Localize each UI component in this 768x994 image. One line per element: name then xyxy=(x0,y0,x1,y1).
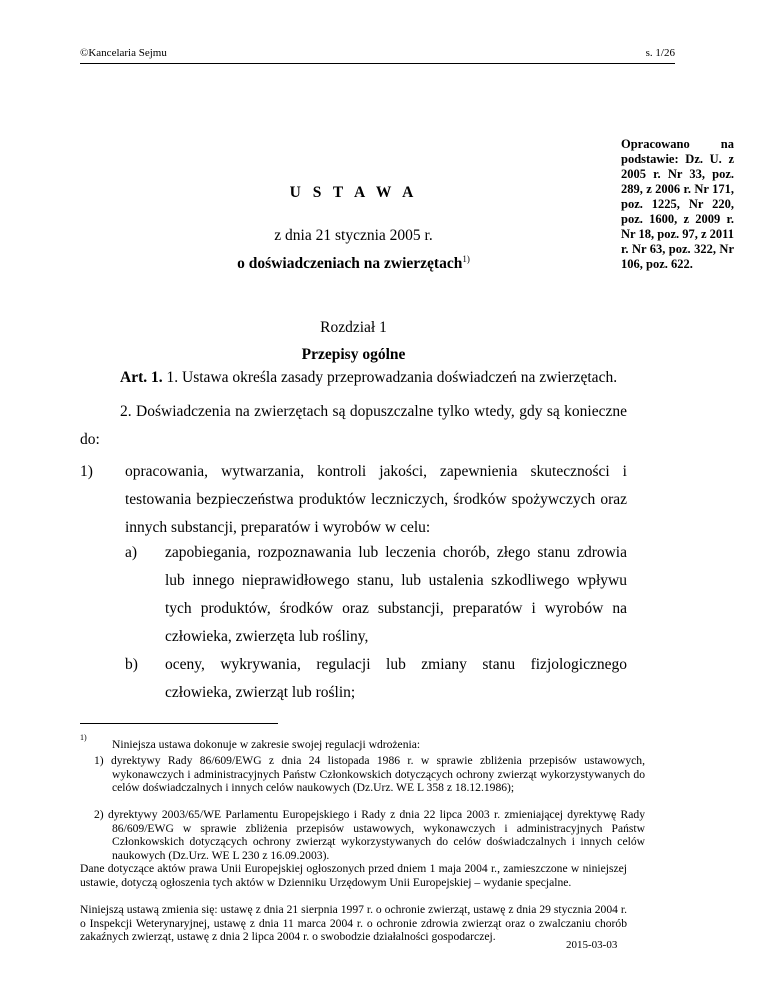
art1-label: Art. 1. xyxy=(120,369,163,386)
footnote-divider xyxy=(80,723,278,724)
footnote-item-2: 2) dyrektywy 2003/65/WE Parlamentu Europejskiego i Rady z dnia 22 lipca 2003 r. zmieniającej dyrektywę Rady 86/609/EWG w sprawie zbliżenia przepisów ustawowych, wykonawczych i administracyjnych Państw Członkowskich dotyczących ochrony zwierząt wykorzystywanych do celów doświadczalnych i innych celów naukowych (Dz.Urz. WE L 230 z 16.09.2003). xyxy=(94,808,645,862)
chapter-number: Rozdział 1 xyxy=(320,319,387,336)
footnote-intro: Niniejsza ustawa dokonuje w zakresie swojej regulacji wdrożenia: xyxy=(112,738,421,751)
page-number: s. 1/26 xyxy=(645,47,675,59)
header-source: ©Kancelaria Sejmu xyxy=(80,47,167,59)
art1-par1 xyxy=(120,364,627,392)
act-subject xyxy=(80,254,627,273)
item1b-text: oceny, wykrywania, regulacji lub zmiany stanu fizjologicznego człowieka, zwierząt lub roślin; xyxy=(165,656,627,701)
item1a-text: zapobiegania, rozpoznawania lub leczenia chorób, złego stanu zdrowia lub innego nieprawidłowego stanu, lub ustalenia szkodliwego wpływu tych produktów, środków oraz substancji, preparatów i wyrobów na człowieka, zwierzęta lub rośliny, xyxy=(165,544,627,645)
footnote-ref[interactable]: 1) xyxy=(462,254,470,264)
item1-number: 1) xyxy=(80,463,93,480)
act-date: z dnia 21 stycznia 2005 r. xyxy=(274,227,433,244)
chapter-name: Przepisy ogólne xyxy=(301,346,406,363)
art1-par1-text: 1. Ustawa określa zasady przeprowadzania doświadczeń na zwierzętach. xyxy=(162,369,618,386)
footnote-paragraph-2: Niniejszą ustawą zmienia się: ustawę z dnia 21 sierpnia 1997 r. o ochronie zwierząt, ustawę z dnia 29 stycznia 2004 r. o Inspekcji Weterynaryjnej, ustawę z dnia 11 marca 2004 r. o ochronie zdrowia zwierząt oraz o zwalczaniu chorób zakaźnych zwierząt, ustawę z dnia 2 lipca 2004 r. o swobodzie działalności gospodarczej. xyxy=(80,903,627,943)
act-subject-text: o doświadczeniach na zwierzętach xyxy=(237,255,463,273)
item1a-letter: a) xyxy=(125,544,138,561)
item1-text: opracowania, wytwarzania, kontroli jakości, zapewnienia skuteczności i testowania bezpieczeństwa produktów leczniczych, środków spożywczych oraz innych substancji, preparatów i wyrobów w celu: xyxy=(125,463,627,536)
footnote-mark: 1) xyxy=(80,733,87,742)
item1b-letter: b) xyxy=(125,656,138,673)
footnote-item-1: 1) dyrektywy Rady 86/609/EWG z dnia 24 listopada 1986 r. w sprawie zbliżenia przepisów ustawowych, wykonawczych i administracyjnych Państw Członkowskich dotyczących ochrony zwierząt wykorzystywanych do celów doświadczalnych i innych celów naukowych (Dz.Urz. WE L 358 z 18.12.1986); xyxy=(94,754,645,794)
footnote-paragraph-1: Dane dotyczące aktów prawa Unii Europejskiej ogłoszonych przed dniem 1 maja 2004 r., zamieszczone w niniejszej ustawie, dotyczą ogłoszenia tych aktów w Dzienniku Urzędowym Unii Europejskiej – wydanie specjalne. xyxy=(80,862,627,889)
header-divider xyxy=(80,63,675,64)
act-title: U S T A W A xyxy=(289,184,418,201)
side-note: Opracowano na podstawie: Dz. U. z 2005 r. Nr 33, poz. 289, z 2006 r. Nr 171, poz. 1225, Nr 220, poz. 1600, z 2009 r. Nr 18, poz. 97, z 2011 r. Nr 63, poz. 322, Nr 106, poz. 622. xyxy=(621,137,734,271)
footer-date: 2015-03-03 xyxy=(566,939,618,951)
art1-par2: 2. Doświadczenia na zwierzętach są dopuszczalne tylko wtedy, gdy są konieczne do: xyxy=(80,403,627,448)
